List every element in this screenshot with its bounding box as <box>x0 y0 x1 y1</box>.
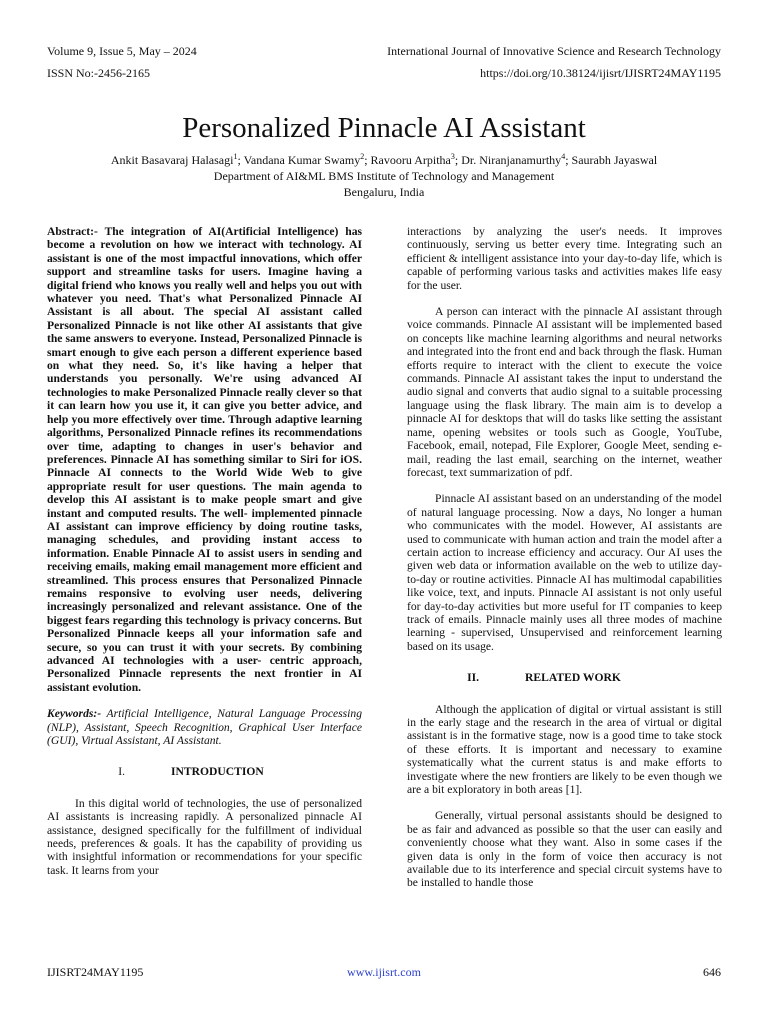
author-3: ; Ravooru Arpitha <box>364 153 451 167</box>
body-paragraph: In this digital world of technologies, the use of personalized AI assistants is increasing rapidly. A personalized pinnacle AI assistance, designed specifically for the fulfillment of individual needs, preferences & goals. It has the capability of providing us with insightful information or recommendations for your specific task. It learns from your <box>47 796 362 877</box>
author-4: ; Dr. Niranjanamurthy <box>454 153 562 167</box>
keywords-text: Artificial Intelligence, Natural Language Processing (NLP), Assistant, Speech Recognition, Graphical User Interface (GUI), Virtual Assistant, AI Assistant. <box>47 707 362 748</box>
author-department: Department of AI&ML BMS Institute of Technology and Management <box>213 169 555 183</box>
header-issn: ISSN No:-2456-2165 <box>47 66 151 80</box>
footer-page-number: 646 <box>703 965 721 979</box>
section-number: II. <box>467 671 479 685</box>
paper-title: Personalized Pinnacle AI Assistant <box>182 112 586 145</box>
author-2-affil: 2 <box>360 152 365 161</box>
keywords-paragraph <box>47 707 362 747</box>
header-doi-link[interactable]: https://doi.org/10.38124/ijisrt/IJISRT24MAY1195 <box>480 66 721 80</box>
author-block <box>0 152 768 200</box>
author-4-affil: 4 <box>561 152 566 161</box>
section-heading-introduction <box>47 765 362 778</box>
author-2: ; Vandana Kumar Swamy <box>237 153 361 167</box>
body-paragraph: interactions by analyzing the user's needs. It improves continuously, serving us better every time. Integrating such an efficient & intelligent assistance into your day-to-day life, which is capable of performing various tasks and activities makes life easy for the user. <box>407 225 722 292</box>
footer-site-link[interactable]: www.ijisrt.com <box>347 965 421 979</box>
header-volume: Volume 9, Issue 5, May – 2024 <box>47 44 197 58</box>
body-paragraph: Although the application of digital or virtual assistant is still in the early stage and the research in the area of virtual or digital assistant is in the formative stage, now is a good time to take stock of these efforts. It is important and necessary to examine systematically what the current status is and make efforts to investigate where the new frontiers are likely to be even though we are a bit exploratory in both areas [1]. <box>407 702 722 797</box>
keywords-label: Keywords:- <box>47 707 102 721</box>
author-3-affil: 3 <box>450 152 455 161</box>
section-title: RELATED WORK <box>525 671 621 685</box>
header-journal: International Journal of Innovative Science and Research Technology <box>387 44 721 58</box>
abstract-paragraph: Abstract:- The integration of AI(Artificial Intelligence) has become a revolution on how we interact with technology. AI assistant is one of the most impactful innovations, which offer support and streamline tasks for users. Imagine having a digital friend who knows you really well and helps you out with whatever you need. That's what Personalized Pinnacle AI Assistant is all about. The special AI assistant called Personalized Pinnacle is not like other AI assistants that give the same answers to everyone. Instead, Personalized Pinnacle is smart enough to give each person a different experience based on what they need. So, it's like having a helper that understands you personally. We're using advanced AI technologies to make Personalized Pinnacle really clever so that it can learn how you use it, it can give you better advice, and help you more effectively over time. Through adaptive learning algorithms, Personalized Pinnacle refines its recommendations over time, adapting to changes in user's behavior and preferences. Pinnacle AI has something similar to Siri for iOS. Pinnacle AI connects to the World Wide Web to give appropriate result for user questions. The main agenda to develop this AI assistant is to make people smart and give instant and computed results. The well- implemented pinnacle AI assistant can improve efficiency by doing routine tasks, managing schedules, and providing instant access to information. Enable Pinnacle AI to assist users in sending and receiving emails, making email management more efficient and streamlined. This process ensures that Personalized Pinnacle remains responsive to evolving user needs, delivering increasingly personalized and relevant assistance. One of the biggest fears regarding this technology is privacy concerns. But Personalized Pinnacle keeps all your information safe and secure, so you can trust it with your secrets. By combining advanced AI technologies with a user- centric approach, Personalized Pinnacle represents the next frontier in AI assistant evolution. <box>47 225 362 694</box>
section-heading-related-work <box>407 671 722 684</box>
body-paragraph: Generally, virtual personal assistants should be designed to be as fair and advanced as possible so that the user can easily and conveniently choose what they want. Also in some cases if the given data is only in the form of voice then accuracy is not available due to its interference and special circuit systems have to be installed to handle those <box>407 809 722 890</box>
body-paragraph: A person can interact with the pinnacle AI assistant through voice commands. Pinnacle AI assistant will be implemented based on concepts like machine learning algorithms and neural networks and integrated into the front end and back through the flask. Human efforts require to interact with the client to execute the voice commands. Pinnacle AI assistant takes the input to understand the audio signal and converts that audio signal to a suitable processing language using the flask library. The main aim is to develop a pinnacle AI for desktops that will do tasks like setting the assistant name, opening websites or tools such as Google, YouTube, Facebook, email, notepad, File Explorer, Google Meet, sending e-mail, reading the last email, searching on the internet, weather forecast, text summarization of pdf. <box>407 305 722 479</box>
section-number: I. <box>118 765 125 779</box>
footer-paper-id: IJISRT24MAY1195 <box>47 965 144 979</box>
author-5: ; Saurabh Jayaswal <box>565 153 658 167</box>
left-column <box>47 225 362 877</box>
author-1-affil: 1 <box>233 152 238 161</box>
author-1: Ankit Basavaraj Halasagi <box>110 153 234 167</box>
author-list <box>0 152 768 168</box>
author-location: Bengaluru, India <box>343 185 425 199</box>
section-title: INTRODUCTION <box>171 765 264 779</box>
right-column <box>407 225 722 890</box>
body-paragraph: Pinnacle AI assistant based on an understanding of the model of natural language processing. Now a days, No longer a human who communicates with the model. However, AI assistants are used to communicate with human action and train the model after a certain action to increase efficiency and accuracy. Our AI uses the given web data or information available on the web to utilize day-to-day or routine activities. Pinnacle AI has multimodal capabilities like voice, text, and inputs. Pinnacle AI assistant is not only useful for day-to-day activities but more useful for IT companies to keep track of emails. Pinnacle mainly uses all three modes of machine learning - supervised, Unsupervised and reinforcement learning based on its usage. <box>407 492 722 653</box>
